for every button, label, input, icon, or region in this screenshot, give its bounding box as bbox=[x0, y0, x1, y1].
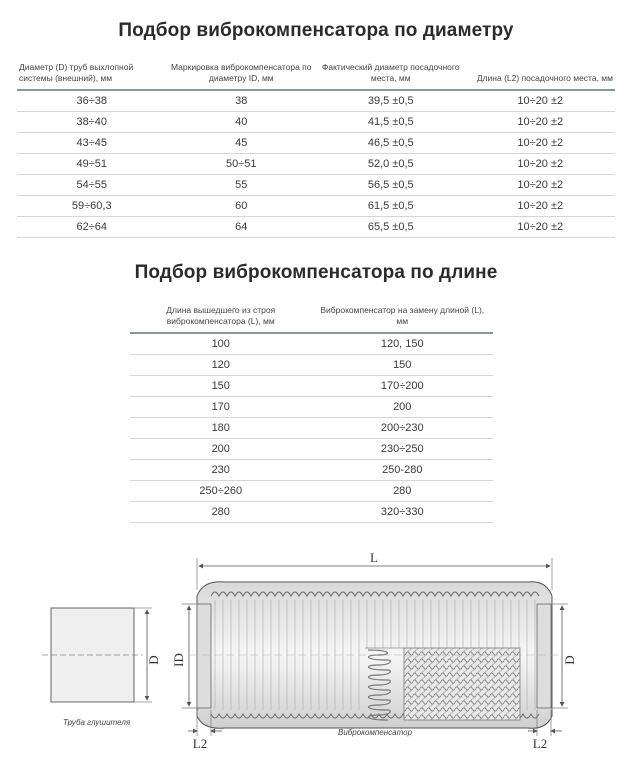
table-row bbox=[130, 355, 493, 376]
table-row bbox=[17, 133, 615, 154]
compensator-caption: Виброкомпенсатор bbox=[338, 728, 413, 737]
table-cell: 59÷60,3 bbox=[17, 196, 167, 217]
column-header: Диаметр (D) труб выхлопной системы (внешний), мм bbox=[17, 62, 167, 90]
table-cell: 120 bbox=[130, 355, 312, 376]
length-table-title: Подбор виброкомпенсатора по длине bbox=[134, 262, 498, 283]
table-cell: 45 bbox=[167, 133, 317, 154]
table-cell: 170÷200 bbox=[312, 376, 494, 397]
table-row bbox=[17, 196, 615, 217]
table-cell: 60 bbox=[167, 196, 317, 217]
column-header: Фактический диаметр посадочного места, мм bbox=[316, 62, 466, 90]
table-cell: 250-280 bbox=[312, 460, 494, 481]
table-row bbox=[130, 333, 493, 355]
column-header: Виброкомпенсатор на замену длиной (L), мм bbox=[312, 305, 494, 333]
table-cell: 10÷20 ±2 bbox=[466, 217, 616, 238]
table-cell: 62÷64 bbox=[17, 217, 167, 238]
column-header: Длина вышедшего из строя виброкомпенсатора (L), мм bbox=[130, 305, 312, 333]
compensator-body bbox=[190, 582, 560, 728]
table-cell: 38÷40 bbox=[17, 112, 167, 133]
muffler-pipe bbox=[42, 608, 161, 702]
table-cell: 280 bbox=[130, 502, 312, 523]
table-cell: 50÷51 bbox=[167, 154, 317, 175]
table-cell: 230÷250 bbox=[312, 439, 494, 460]
table-cell: 41,5 ±0,5 bbox=[316, 112, 466, 133]
table-cell: 10÷20 ±2 bbox=[466, 154, 616, 175]
table-row bbox=[17, 217, 615, 238]
label-L2-left: L2 bbox=[192, 736, 208, 751]
table-cell: 10÷20 ±2 bbox=[466, 112, 616, 133]
table-cell: 38 bbox=[167, 90, 317, 112]
table-header-row bbox=[130, 305, 493, 333]
table-cell: 100 bbox=[130, 333, 312, 355]
table-cell: 150 bbox=[130, 376, 312, 397]
diameter-table bbox=[17, 62, 615, 238]
table-cell: 61,5 ±0,5 bbox=[316, 196, 466, 217]
table-cell: 200÷230 bbox=[312, 418, 494, 439]
table-row bbox=[130, 439, 493, 460]
compensator-diagram bbox=[0, 538, 632, 768]
table-cell: 52,0 ±0,5 bbox=[316, 154, 466, 175]
table-cell: 64 bbox=[167, 217, 317, 238]
table-cell: 40 bbox=[167, 112, 317, 133]
table-row bbox=[130, 418, 493, 439]
column-header: Длина (L2) посадочного места, мм bbox=[466, 62, 616, 90]
table-row bbox=[17, 90, 615, 112]
table-cell: 10÷20 ±2 bbox=[466, 133, 616, 154]
table-cell: 200 bbox=[312, 397, 494, 418]
table-cell: 10÷20 ±2 bbox=[466, 90, 616, 112]
length-table bbox=[130, 305, 493, 523]
table-cell: 320÷330 bbox=[312, 502, 494, 523]
table-cell: 10÷20 ±2 bbox=[466, 175, 616, 196]
label-L: L bbox=[370, 550, 378, 565]
table-cell: 230 bbox=[130, 460, 312, 481]
diameter-table-title: Подбор виброкомпенсатора по диаметру bbox=[118, 20, 514, 41]
column-header: Маркировка виброкомпенсатора по диаметру ID, мм bbox=[167, 62, 317, 90]
table-row bbox=[17, 154, 615, 175]
table-row bbox=[130, 460, 493, 481]
table-cell: 43÷45 bbox=[17, 133, 167, 154]
table-cell: 55 bbox=[167, 175, 317, 196]
table-cell: 170 bbox=[130, 397, 312, 418]
table-cell: 54÷55 bbox=[17, 175, 167, 196]
table-cell: 200 bbox=[130, 439, 312, 460]
pipe-caption: Труба глушителя bbox=[63, 718, 131, 727]
table-row bbox=[130, 397, 493, 418]
table-row bbox=[130, 502, 493, 523]
table-header-row bbox=[17, 62, 615, 90]
table-cell: 250÷260 bbox=[130, 481, 312, 502]
label-L2-right: L2 bbox=[532, 736, 548, 751]
table-cell: 150 bbox=[312, 355, 494, 376]
table-cell: 36÷38 bbox=[17, 90, 167, 112]
table-cell: 120, 150 bbox=[312, 333, 494, 355]
table-cell: 10÷20 ±2 bbox=[466, 196, 616, 217]
table-cell: 49÷51 bbox=[17, 154, 167, 175]
table-cell: 65,5 ±0,5 bbox=[316, 217, 466, 238]
table-row bbox=[17, 112, 615, 133]
label-D: D bbox=[146, 655, 161, 665]
table-row bbox=[130, 376, 493, 397]
table-row bbox=[17, 175, 615, 196]
table-cell: 280 bbox=[312, 481, 494, 502]
table-row bbox=[130, 481, 493, 502]
label-ID: ID bbox=[171, 653, 186, 667]
label-D-right: D bbox=[562, 655, 577, 665]
table-cell: 180 bbox=[130, 418, 312, 439]
table-cell: 56,5 ±0,5 bbox=[316, 175, 466, 196]
table-cell: 39,5 ±0,5 bbox=[316, 90, 466, 112]
table-cell: 46,5 ±0,5 bbox=[316, 133, 466, 154]
